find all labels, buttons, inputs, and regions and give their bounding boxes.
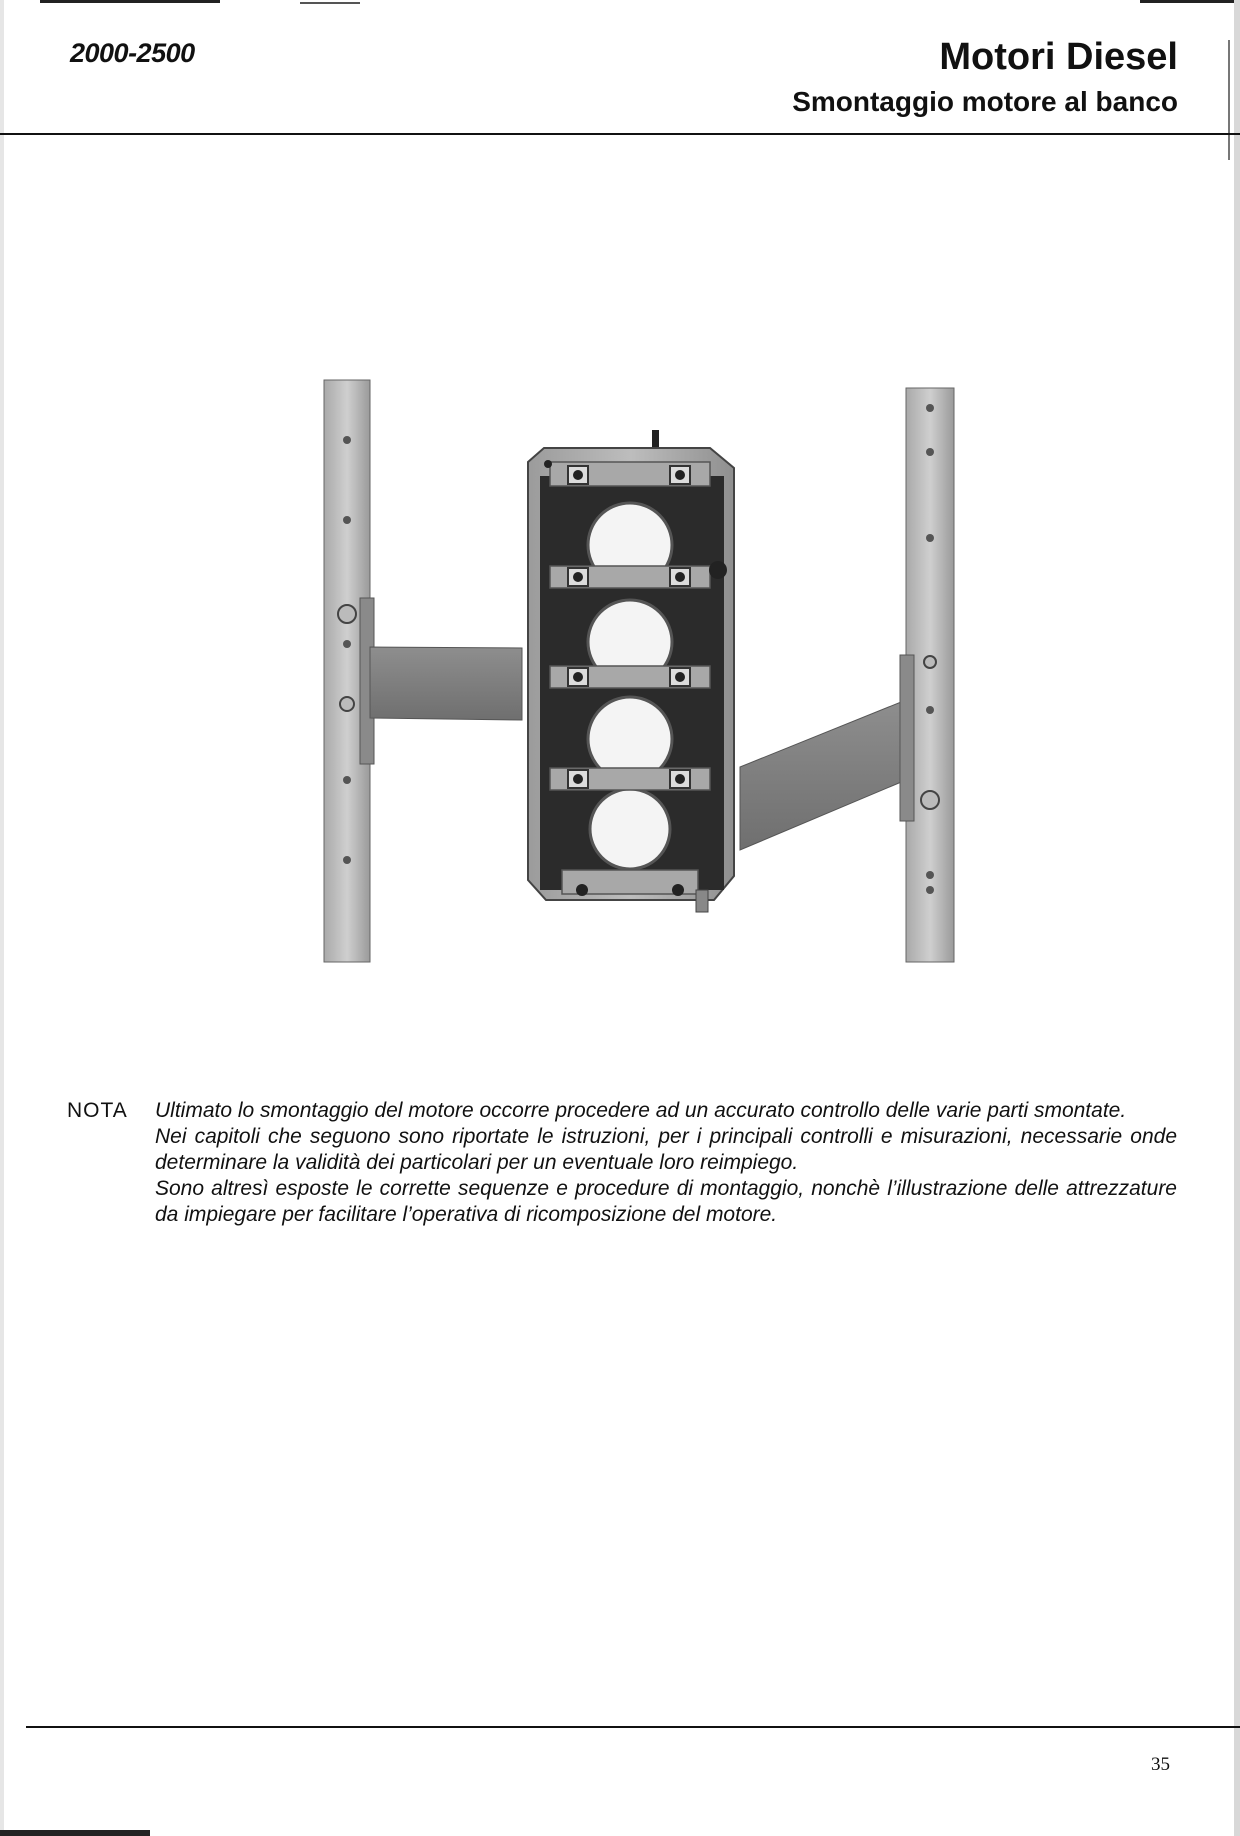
- note-label: NOTA: [67, 1099, 128, 1122]
- left-stand-rail: [324, 380, 374, 962]
- scan-left-edge: [0, 0, 4, 1836]
- right-stand-rail: [900, 388, 954, 962]
- right-stand-arm: [740, 700, 906, 850]
- note-paragraph: Sono altresì esposte le corrette sequenze e procedure di montaggio, nonchè l’illustrazione delle attrezzature da impiegare per facilitare l’operativa di ricomposizione del motore.: [155, 1177, 1177, 1226]
- header-divider: [0, 133, 1240, 135]
- engine-block: [528, 430, 734, 912]
- page-number: 35: [1151, 1754, 1170, 1775]
- scan-bottom-edge: [0, 1830, 150, 1836]
- note-paragraph: Nei capitoli che seguono sono riportate le istruzioni, per i principali controlli e misurazioni, necessarie onde determinare la validità dei particolari per un eventuale loro reimpiego.: [155, 1125, 1177, 1174]
- note-paragraph: Ultimato lo smontaggio del motore occorre procedere ad un accurato controllo delle varie parti smontate.: [155, 1099, 1127, 1122]
- left-stand-arm: [370, 647, 522, 720]
- scan-top-edge: [0, 0, 1240, 6]
- page-title: Motori Diesel: [939, 36, 1178, 78]
- page-subtitle: Smontaggio motore al banco: [792, 86, 1178, 117]
- scan-right-edge: [1234, 0, 1240, 1836]
- note-body: [155, 1098, 1177, 1228]
- engine-block-photo: [300, 370, 980, 980]
- footer-divider: [26, 1726, 1240, 1728]
- scan-margin-mark: [1228, 40, 1230, 160]
- cylinder-bore-4: [590, 789, 670, 869]
- document-code: 2000-2500: [70, 38, 195, 68]
